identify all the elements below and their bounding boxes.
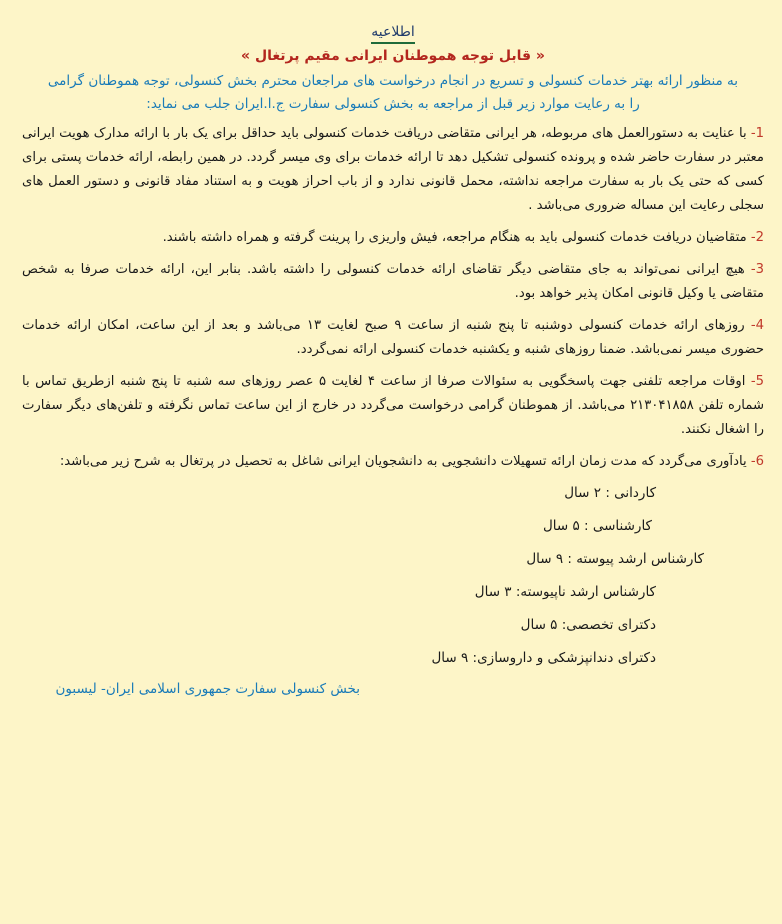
- duration-list: [22, 482, 764, 669]
- item-number: 1-: [750, 126, 764, 141]
- duration-masters: کارشناس ارشد ناپیوسته: ۳ سال: [474, 584, 656, 600]
- item-number: 5-: [750, 374, 764, 389]
- notice-item-2: [22, 226, 764, 250]
- item-number: 3-: [750, 262, 764, 277]
- item-number: 6-: [750, 454, 764, 469]
- intro-line-2: را به رعایت موارد زیر قبل از مراجعه به بخش کنسولی سفارت ج.ا.ایران جلب می نماید:: [146, 96, 640, 112]
- footer-signature: بخش کنسولی سفارت جمهوری اسلامی ایران- لیسبون: [55, 681, 360, 697]
- notice-item-5: [22, 370, 764, 442]
- item-text: اوقات مراجعه تلفنی جهت پاسخگویی به سئوالات صرفا از ساعت ۴ لغایت ۵ عصر روزهای سه شنبه تا پنج شنبه ازطریق تماس با شماره تلفن ۲۱۳۰۴۱۸۵۸ می‌باشد. از هموطنان گرامی درخواست می‌گردد در خارج از این ساعت تماس نگرفته و تلفن‌های دیگر سفارت را اشغال نکنند.: [22, 374, 764, 437]
- item-text: با عنایت به دستورالعمل های مربوطه، هر ایرانی متقاضی دریافت خدمات کنسولی باید حداقل برای یک بار با ارائه مدارک هویت ایرانی معتبر در سفارت حاضر شده و پرونده کنسولی تشکیل دهد تا ارائه خدمات برای وی میسر گردد. در همین رابطه، ارائه خدمات پستی برای کسی که حتی یک بار به سفارت مراجعه نداشته، محمل قانونی ندارد و از باب احراز هویت و به استناد مفاد قانونی و دستور العمل های سجلی رعایت این مساله ضروری می‌باشد .: [22, 126, 764, 213]
- duration-bachelor: کارشناسی : ۵ سال: [542, 518, 652, 534]
- duration-phd: دکترای تخصصی: ۵ سال: [520, 617, 656, 633]
- item-text: روزهای ارائه خدمات کنسولی دوشنبه تا پنج شنبه از ساعت ۹ صبح لغایت ۱۳ می‌باشد و بعد از این ساعت، امکان ارائه خدمات حضوری میسر نمی‌باشد. ضمنا روزهای شنبه و یکشنبه خدمات کنسولی ارائه نمی‌گردد.: [22, 318, 764, 357]
- item-text: هیچ ایرانی نمی‌تواند به جای متقاضی دیگر تقاضای ارائه خدمات کنسولی را داشته باشد. بنابر این، ارائه خدمات صرفا به شخص متقاضی یا وکیل قانونی امکان پذیر خواهد بود.: [22, 262, 764, 301]
- item-text: متقاضیان دریافت خدمات کنسولی باید به هنگام مراجعه، فیش واریزی را پرینت گرفته و همراه داشته باشند.: [162, 230, 751, 245]
- duration-dentistry-pharmacy: دکترای دندانپزشکی و داروسازی: ۹ سال: [431, 650, 656, 666]
- notice-item-4: [22, 314, 764, 362]
- intro-text: [22, 70, 764, 116]
- notice-item-3: [22, 258, 764, 306]
- notice-subtitle: « قابل توجه هموطنان ایرانی مقیم پرتغال »: [241, 48, 545, 64]
- item-number: 4-: [750, 318, 764, 333]
- notice-item-1: [22, 122, 764, 218]
- item-number: 2-: [750, 230, 764, 245]
- notice-item-6: [22, 450, 764, 474]
- notice-title: اطلاعیه: [22, 24, 764, 40]
- item-text: یادآوری می‌گردد که مدت زمان ارائه تسهیلات دانشجویی به دانشجویان ایرانی شاغل به تحصیل در پرتغال به شرح زیر می‌باشد:: [59, 454, 751, 469]
- duration-integrated-masters: کارشناس ارشد پیوسته : ۹ سال: [526, 551, 704, 567]
- duration-associate: کاردانی : ۲ سال: [564, 485, 656, 501]
- intro-line-1: به منظور ارائه بهتر خدمات کنسولی و تسریع در انجام درخواست های مراجعان محترم بخش کنسولی، توجه هموطنان گرامی: [47, 73, 739, 89]
